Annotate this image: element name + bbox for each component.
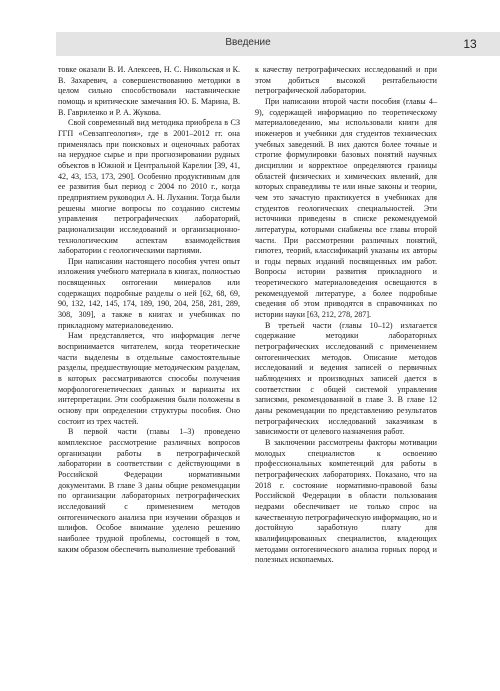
section-title: Введение — [225, 37, 271, 48]
left-column — [58, 65, 240, 555]
paragraph: к качеству петрографических исследований и при этом добиться высокой рентабельности петрографической лаборатории. — [255, 65, 437, 96]
paragraph: При написании второй части пособия (главы 4–9), содержащей информацию по теоретическому материаловедению, мы использовали книги для инженеров и учебники для студентов технических учебных заведений. В них даются более точные и строгие формулировки базовых понятий научных дисциплин и корректное определяются границы областей физических и химических явлений, для которых справедливы те или иные законы и теории, чем это зачастую практикуется в учебниках для студентов геологических специальностей. Эти источники приведены в списке рекомендуемой литературы, которыми снабжены все главы второй части. При рассмотрении различных понятий, гипотез, теорий, классификаций указаны их авторы и годы первых изданий посвященных им работ. Вопросы истории развития прикладного и теоретического материаловедения освещаются в рекомендуемой литературе, а более подробные сведения об этом приводятся в справочниках по истории науки [63, 212, 278, 287]. — [255, 96, 437, 320]
paragraph: При написании настоящего пособия учтен опыт изложения учебного материала в книгах, полностью посвященных онтогении минералов или содержащих подробные разделы о ней [62, 68, 69, 90, 132, 142, 145, 174, 189, 190, 204, 258, 281, 289, 308, 309], а также в книгах и учебниках по прикладному материаловедению. — [58, 256, 240, 330]
paragraph: Свой современный вид методика приобрела в СЗ ГГП «Севзапгеология», где в 2001–2012 гг. она применялась при поисковых и оценочных работах на нерудное сырье и при прогнозировании рудных объектов в Южной и Центральной Карелии [39, 41, 42, 43, 153, 173, 290]. Особенно продуктивным для ее развития был период с 2004 по 2010 г., когда предприятием руководил А. Н. Луханин. Тогда были решены многие вопросы по созданию системы управления петрографических лабораторий, рационализации исследований и организационно-технологическим аспектам взаимодействия лаборатории с геологическими партиями. — [58, 118, 240, 256]
running-header — [56, 32, 500, 56]
right-column — [255, 65, 437, 566]
page-number: 13 — [463, 37, 477, 51]
paragraph: В третьей части (главы 10–12) излагается содержание методики лабораторных петрографических исследований с применением онтогенических методов. Описание методов исследований и ведения записей о первичных наблюдениях и производных записей дается в соответствии с общей системой управления записями, рекомендованной в главе 3. В главе 12 даны рекомендации по представлению результатов петрографических исследований заказчикам в зависимости от целевого назначения работ. — [255, 320, 437, 437]
paragraph: Нам представляется, что информация легче воспринимается читателем, когда теоретические части выделены в отдельные самостоятельные разделы, предшествующие методическим разделам, в которых рассматриваются способы получения морфологогенетических данных и варианты их интерпретации. Эти соображения были положены в основу при определении структуры пособия. Оно состоит из трех частей. — [58, 331, 240, 426]
paragraph: В заключении рассмотрены факторы мотивации молодых специалистов к освоению профессиональных компетенций для работы в петрографических лабораториях. Показано, что на 2018 г. состояние нормативно-правовой базы Российской Федерации в области пользования недрами обеспечивает не только спрос на качественную петрографическую информацию, но и достойную заработную плату для квалифицированных специалистов, владеющих методами онтогенического анализа горных пород и полезных ископаемых. — [255, 437, 437, 565]
paragraph: В первой части (главы 1–3) проведено комплексное рассмотрение различных вопросов организации работы в петрографической лаборатории в соответствии с действующими в Российской Федерации нормативными документами. В главе 3 даны общие рекомендации по организации лабораторных петрографических исследований с применением методов онтогенического анализа при изучении образцов и шлифов. Особое внимание уделено решению наиболее трудной проблемы, состоящей в том, каким образом обеспечить выполнение требований — [58, 427, 240, 554]
paragraph: товке оказали В. И. Алексеев, Н. С. Никольская и К. В. Захаревич, а совершенствованию методики в целом сильно способствовали наставнические помощь и критические замечания Ю. Б. Марина, В. В. Гавриленко и Р. А. Жукова. — [58, 65, 240, 117]
